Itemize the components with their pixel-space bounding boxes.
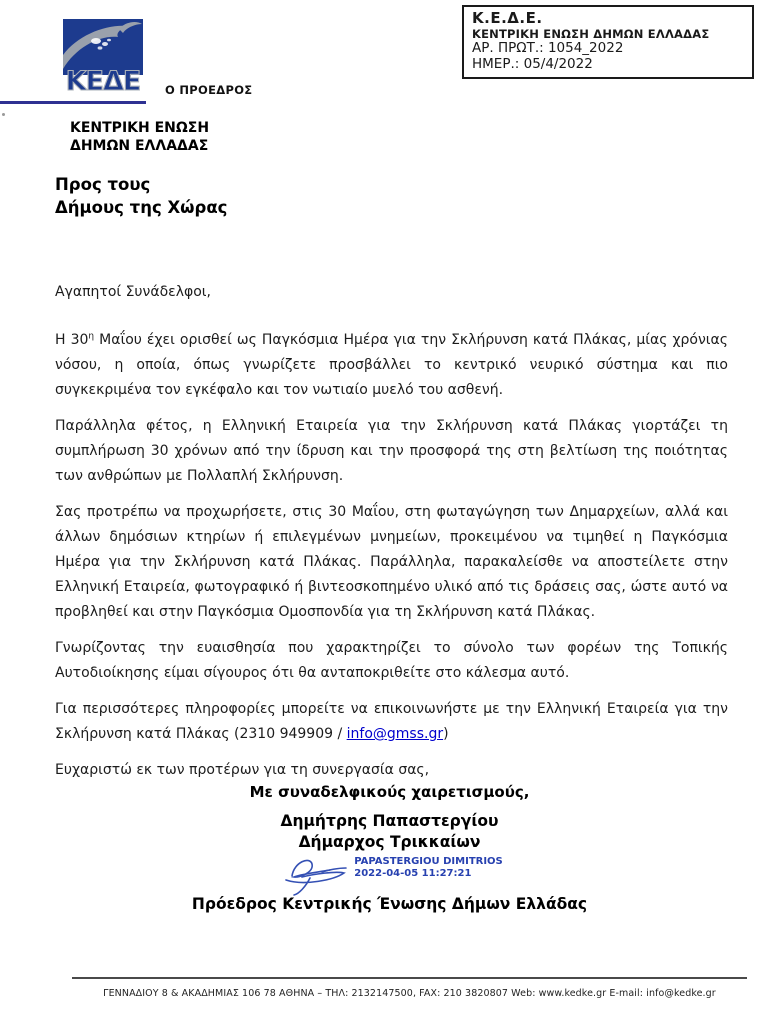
org-name-line2: ΔΗΜΩΝ ΕΛΛΑΔΑΣ <box>70 137 209 154</box>
paragraph-1-superscript: η <box>88 331 95 342</box>
digital-signature <box>22 854 757 894</box>
org-name <box>70 120 209 156</box>
signatory-name: Δημήτρης Παπαστεργίου <box>280 812 499 830</box>
email-link[interactable]: info@gmss.gr <box>346 726 444 742</box>
closing-salute: Με συναδελφικούς χαιρετισμούς, <box>249 783 530 801</box>
paragraph-5-prefix: Για περισσότερες πληροφορίες μπορείτε να επικοινωνήστε με την Ελληνική Εταιρεία για την Σκλήρυνση κατά Πλάκας (2310 949909 / <box>55 701 728 742</box>
stamp-subtitle: ΚΕΝΤΡΙΚΗ ΕΝΩΣΗ ΔΗΜΩΝ ΕΛΛΑΔΑΣ <box>472 26 710 41</box>
stamp-date: ΗΜΕΡ.: 05/4/2022 <box>472 56 593 73</box>
paragraph-1-prefix: Η 30 <box>55 332 89 348</box>
org-name-line1: ΚΕΝΤΡΙΚΗ ΕΝΩΣΗ <box>70 120 210 136</box>
recipient-block <box>55 174 227 220</box>
footer-rule <box>72 977 747 979</box>
paragraph-5-suffix: ) <box>443 726 449 742</box>
kede-logo-graphic <box>62 19 144 97</box>
signatory-title: Δήμαρχος Τρικκαίων <box>298 833 481 851</box>
paragraph-6: Ευχαριστώ εκ των προτέρων για τη συνεργασία σας, <box>55 762 430 778</box>
letter-body <box>55 280 728 794</box>
stamp-title: Κ.Ε.Δ.Ε. <box>472 9 543 27</box>
scan-artifact-dot <box>2 113 5 116</box>
signature-name: PAPASTERGIOU DIMITRIOS <box>354 856 503 867</box>
recipient-line1: Προς τους <box>55 175 151 194</box>
kede-logo-text: ΚΕΔΕ <box>65 66 141 97</box>
signatory-role: Πρόεδρος Κεντρικής Ένωσης Δήμων Ελλάδας <box>191 895 588 913</box>
signature-timestamp: 2022-04-05 11:27:21 <box>354 868 472 879</box>
paragraph-2: Παράλληλα φέτος, η Ελληνική Εταιρεία για την Σκλήρυνση κατά Πλάκας γιορτάζει τη συμπλήρωση 30 χρόνων από την ίδρυση και την προσφορά της στη βελτίωση της ποιότητας των ανθρώπων με Πολλαπλή Σκλήρυνση. <box>55 418 728 484</box>
recipient-line2: Δήμους της Χώρας <box>55 197 228 217</box>
paragraph-1 <box>55 328 728 403</box>
paragraph-1-rest: Μαΐου έχει ορισθεί ως Παγκόσμια Ημέρα για την Σκλήρυνση κατά Πλάκας, μίας χρόνιας νόσου, η οποία, όπως γνωρίζετε προσβάλλει το κεντρικό νευρικό σύστημα και πιο συγκεκριμένα τον εγκέφαλο και τον νωτιαίο μυελό του ασθενή. <box>55 332 728 398</box>
protocol-stamp <box>462 5 754 79</box>
signature-scribble-icon <box>276 850 354 896</box>
president-label: Ο ΠΡΟΕΔΡΟΣ <box>165 83 253 97</box>
footer-address: ΓΕΝΝΑΔΙΟΥ 8 & ΑΚΑΔΗΜΙΑΣ 106 78 ΑΘΗΝΑ – ΤΗΛ: 2132147500, FAX: 210 3820807 Web: www.kedke.gr E-mail: info@kedke.gr <box>103 988 716 999</box>
closing-block <box>22 783 757 913</box>
salutation: Αγαπητοί Συνάδελφοι, <box>55 284 211 300</box>
paragraph-4: Γνωρίζοντας την ευαισθησία που χαρακτηρίζει το σύνολο των φορέων της Τοπικής Αυτοδιοίκησης είμαι σίγουρος ότι θα ανταποκριθείτε στο κάλεσμα αυτό. <box>55 640 728 681</box>
stamp-protocol-number: ΑΡ. ΠΡΩΤ.: 1054_2022 <box>472 40 624 57</box>
kede-logo <box>62 19 144 101</box>
paragraph-3: Σας προτρέπω να προχωρήσετε, στις 30 Μαΐου, στη φωταγώγηση των Δημαρχείων, αλλά και άλλων δημόσιων κτηρίων ή επιλεγμένων μνημείων, προκειμένου να τιμηθεί η Παγκόσμια Ημέρα για την Σκλήρυνση κατά Πλάκας. Παράλληλα, παρακαλείσθε να αποστείλετε στην Ελληνική Εταιρεία, φωτογραφικό ή βιντεοσκοπημένο υλικό από τις δράσεις σας, ώστε αυτό να προβληθεί και στην Παγκόσμια Ομοσπονδία για τη Σκλήρυνση κατά Πλάκας. <box>55 504 728 620</box>
paragraph-5 <box>55 697 728 747</box>
signature-text <box>354 854 503 880</box>
header-rule <box>0 101 146 104</box>
